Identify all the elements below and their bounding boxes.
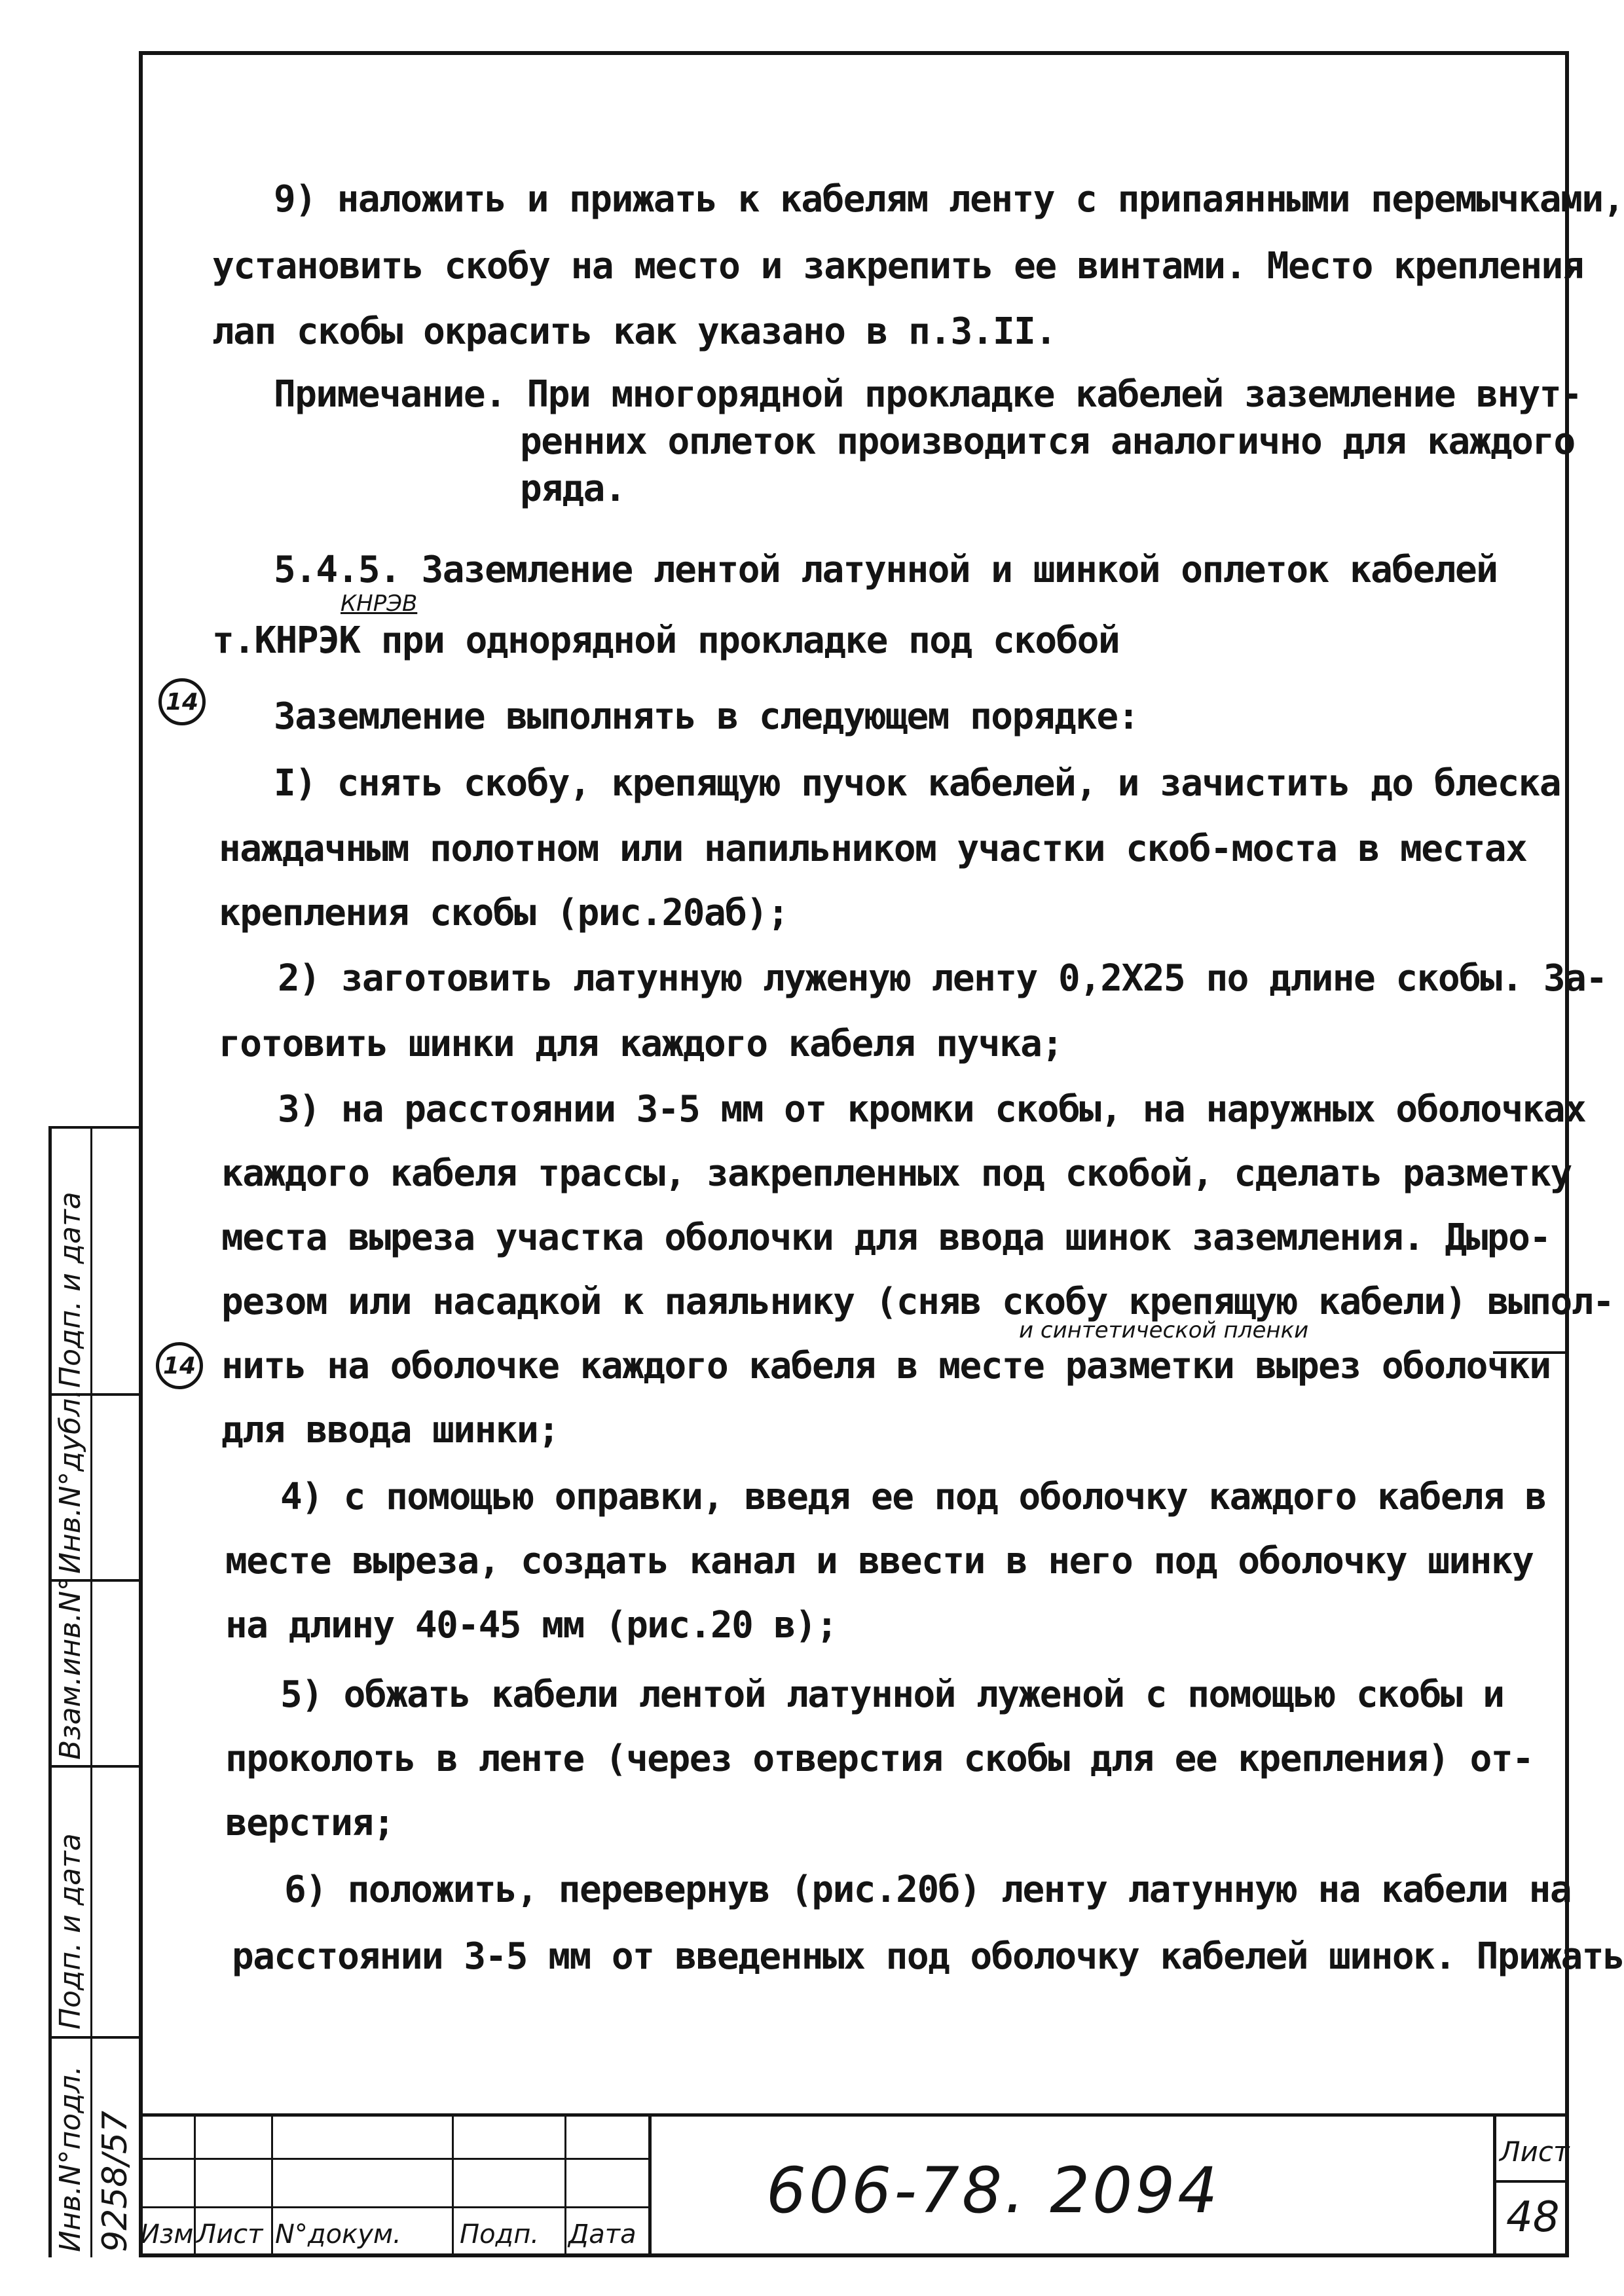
step-line: резом или насадкой к паяльнику (сняв скобу крепящую кабели) выпол-	[221, 1281, 1614, 1323]
document-code: 606-78. 2094	[766, 2154, 1221, 2227]
side-stamp-label: Инв.N°дубл.	[54, 1389, 87, 1574]
step-line: 4) с помощью оправки, введя ее под оболочку каждого кабеля в	[280, 1476, 1546, 1518]
title-block-col	[194, 2113, 196, 2257]
section-heading: т.КНРЭК при однорядной прокладке под скобой	[212, 619, 1120, 662]
step-line: наждачным полотном или напильником участки скоб-моста в местах	[219, 828, 1527, 870]
step-line: верстия;	[225, 1802, 394, 1844]
side-stamp-row	[48, 1765, 139, 1768]
title-block-col	[271, 2113, 273, 2257]
title-block-top	[139, 2113, 1569, 2117]
side-stamp-top	[48, 1126, 139, 1129]
title-block-col	[564, 2113, 566, 2257]
sheet-number: 48	[1506, 2193, 1560, 2242]
title-block-label: Подп.	[460, 2219, 540, 2250]
side-stamp-label: Подп. и дата	[54, 1833, 87, 2030]
step-line: крепления скобы (рис.20аб);	[219, 892, 788, 934]
title-block-label: Изм	[140, 2219, 194, 2250]
sheet-label: Лист	[1500, 2136, 1570, 2168]
text-line: установить скобу на место и закрепить ее винтами. Место крепления	[212, 245, 1583, 287]
step-line: I) снять скобу, крепящую пучок кабелей, и зачистить до блеска	[274, 762, 1561, 805]
step-line: проколоть в ленте (через отверстия скобы для ее крепления) от-	[225, 1738, 1534, 1780]
step-line: для ввода шинки;	[221, 1409, 559, 1451]
title-block-row	[1493, 2180, 1569, 2183]
step-line: нить на оболочке каждого кабеля в месте разметки вырез оболочки	[221, 1345, 1551, 1387]
title-block-row	[139, 2206, 650, 2208]
handwritten-insert: и синтетической пленки	[1019, 1317, 1309, 1343]
title-block-col	[1493, 2113, 1496, 2257]
revision-mark: 14	[158, 678, 206, 725]
note-line: ренних оплеток производится аналогично для каждого	[520, 420, 1575, 463]
title-block-row	[139, 2158, 650, 2160]
handwritten-insert: КНРЭВ	[341, 591, 418, 617]
side-stamp-label: Инв.N°подл.	[54, 2066, 87, 2252]
step-line: 6) положить, перевернув (рис.20б) ленту латунную на кабели на	[284, 1868, 1572, 1911]
side-stamp-divider	[90, 1126, 92, 2257]
note-line: ряда.	[520, 467, 626, 510]
step-line: расстоянии 3-5 мм от введенных под оболочку кабелей шинок. Прижать	[232, 1935, 1624, 1978]
title-block-col	[648, 2113, 652, 2257]
side-stamp-border	[48, 1126, 52, 2257]
step-line: 3) на расстоянии 3-5 мм от кромки скобы, на наружных оболочках	[278, 1088, 1586, 1131]
step-line: 2) заготовить латунную луженую ленту 0,2Х25 по длине скобы. За-	[278, 957, 1607, 1000]
text-line: лап скобы окрасить как указано в п.3.II.	[212, 310, 1056, 353]
text-line: 9) наложить и прижать к кабелям ленту с припаянными перемычками,	[274, 178, 1624, 221]
note-line: Примечание. При многорядной прокладке кабелей заземление внут-	[274, 373, 1582, 416]
section-heading: 5.4.5. Заземление лентой латунной и шинкой оплеток кабелей	[274, 549, 1498, 591]
step-line: готовить шинки для каждого кабеля пучка;	[219, 1023, 1063, 1065]
side-stamp-label: Взам.инв.N°	[54, 1576, 87, 1760]
title-block-label: Дата	[568, 2219, 637, 2250]
step-line: 5) обжать кабели лентой латунной луженой с помощью скобы и	[280, 1673, 1504, 1716]
side-stamp-label: Подп. и дата	[54, 1192, 87, 1388]
title-block-label: Лист	[196, 2219, 263, 2250]
step-line: места выреза участка оболочки для ввода шинок заземления. Дыро-	[221, 1216, 1551, 1259]
step-line: каждого кабеля трассы, закрепленных под скобой, сделать разметку	[221, 1152, 1572, 1195]
step-line: на длину 40-45 мм (рис.20 в);	[225, 1604, 838, 1647]
side-stamp-row	[48, 2036, 139, 2039]
title-block-col	[452, 2113, 454, 2257]
inventory-number: 9258/57	[96, 2110, 135, 2252]
step-line: месте выреза, создать канал и ввести в него под оболочку шинку	[225, 1540, 1534, 1582]
text-line: Заземление выполнять в следующем порядке:	[274, 695, 1139, 738]
title-block-label: N°докум.	[275, 2219, 401, 2250]
revision-mark: 14	[156, 1342, 203, 1389]
